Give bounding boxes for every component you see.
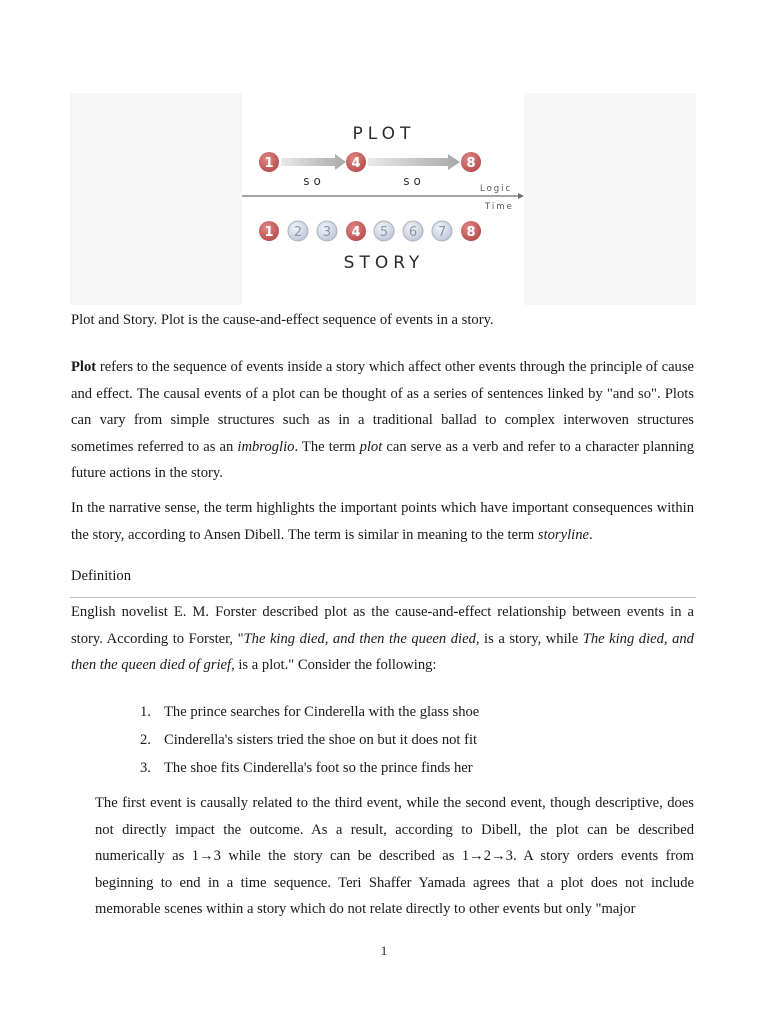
quote-plot: The king died, and then the queen died of grief, <box>71 630 694 674</box>
page-number: 1 <box>380 943 388 958</box>
arrow-label-2: so <box>403 174 425 188</box>
quote-story: The king died, and then the queen died, <box>243 630 480 647</box>
story-node-5 <box>374 221 394 241</box>
section-heading-definition: Definition <box>71 568 131 584</box>
svg-text:4: 4 <box>351 225 361 240</box>
arrow-4-to-8 <box>368 154 460 170</box>
plot-title: PLOT <box>352 124 416 144</box>
story-node-1 <box>259 221 279 241</box>
story-node-8 <box>461 221 481 241</box>
paragraph-narrative-sense: In the narrative sense, the term highlights the important points which have important consequences within the story, according to Ansen Dibell. The term is similar in meaning to the term storyline. <box>71 500 694 543</box>
paragraph-forster: English novelist E. M. Forster described plot as the cause-and-effect relationship between events in a story. According to Forster, "The king died, and then the queen died, is a story, while The king died, and then the queen died of grief, is a plot." Consider the following: <box>71 604 694 674</box>
arrow-label-1: so <box>303 174 325 188</box>
story-title: STORY <box>343 253 425 273</box>
svg-text:6: 6 <box>408 225 418 240</box>
svg-text:1: 1 <box>264 156 274 171</box>
svg-text:3: 3 <box>322 225 332 240</box>
svg-text:7: 7 <box>437 225 447 240</box>
list-item: 2. Cinderella's sisters tried the shoe on but it does not fit <box>140 732 478 748</box>
axis-label-logic: Logic <box>480 184 513 194</box>
story-node-7 <box>432 221 452 241</box>
term-storyline: storyline <box>537 526 589 543</box>
svg-text:1: 1 <box>264 225 274 240</box>
svg-text:4: 4 <box>351 156 361 171</box>
time-axis-arrowhead <box>518 193 524 199</box>
svg-text:5: 5 <box>379 225 389 240</box>
term-plot-bold: Plot <box>71 359 97 375</box>
event-list <box>140 700 479 784</box>
axis-label-time: Time <box>485 202 514 212</box>
svg-text:8: 8 <box>466 225 476 240</box>
plot-story-figure <box>242 93 524 305</box>
story-node-2 <box>288 221 308 241</box>
term-imbroglio: imbroglio <box>237 438 295 455</box>
list-item: 3. The shoe fits Cinderella's foot so the prince finds her <box>140 760 473 776</box>
plot-story-diagram <box>242 93 524 305</box>
plot-node-1 <box>259 152 279 172</box>
heading-divider <box>70 597 696 598</box>
svg-text:8: 8 <box>466 156 476 171</box>
plot-node-4 <box>346 152 366 172</box>
story-node-6 <box>403 221 423 241</box>
plot-node-8 <box>461 152 481 172</box>
paragraph-plot-definition: Plot refers to the sequence of events inside a story which affect other events through the principle of cause and effect. The causal events of a plot can be thought of as a series of sentences linked by "and so". Plots can vary from simple structures such as in a traditional ballad to complex interwoven structures sometimes referred to as an imbroglio. The term plot can serve as a verb and refer to a character planning future actions in the story. <box>71 359 694 482</box>
paragraph-causal-analysis: The first event is causally related to the third event, while the second event, though descriptive, does not directly impact the outcome. As a result, according to Dibell, the plot can be described numerically as 1→3 while the story can be described as 1→2→3. A story orders events from beginning to end in a time sequence. Teri Shaffer Yamada agrees that a plot does not include memorable scenes within a story which do not relate directly to other events but only "major <box>95 795 694 918</box>
svg-text:2: 2 <box>293 225 303 240</box>
story-node-4 <box>346 221 366 241</box>
term-plot-italic: plot <box>359 438 383 455</box>
figure-caption: Plot and Story. Plot is the cause-and-effect sequence of events in a story. <box>71 312 494 328</box>
arrow-1-to-4 <box>281 154 346 170</box>
list-item: 1. The prince searches for Cinderella with the glass shoe <box>140 704 480 720</box>
story-node-3 <box>317 221 337 241</box>
